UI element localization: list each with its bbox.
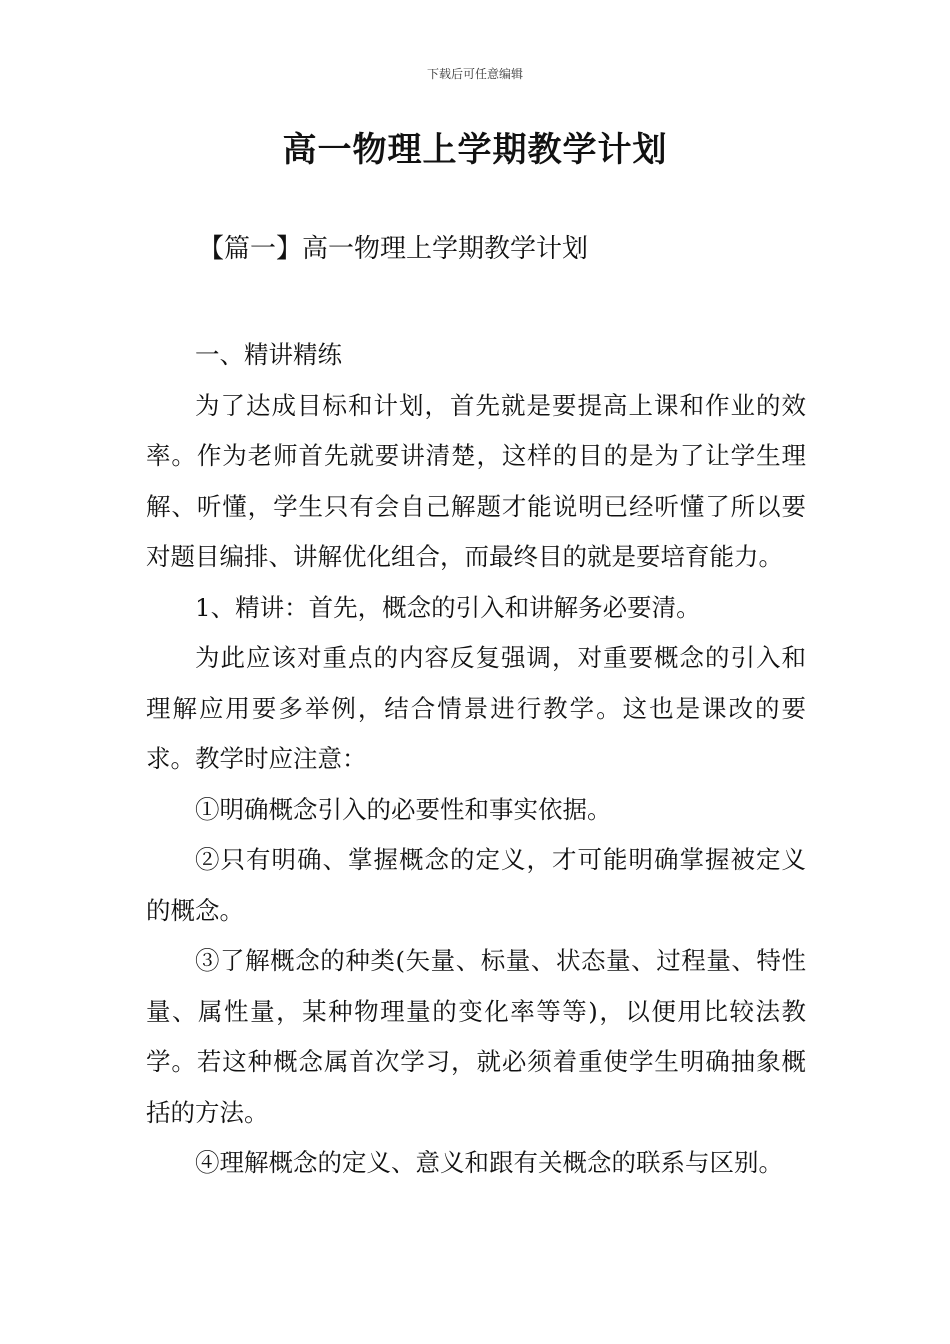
heading-jingjiang-jinglian: 一、精讲精练 — [195, 340, 342, 369]
header-note: 下载后可任意编辑 — [426, 67, 523, 81]
paragraph-emphasis: 为此应该对重点的内容反复强调，对重要概念的引入和理解应用要多举例，结合情景进行教学。这也是课改的要求。教学时应注意： — [146, 643, 806, 773]
list-item-2: ②只有明确、掌握概念的定义，才可能明确掌握被定义的概念。 — [146, 845, 806, 925]
list-item-3: ③了解概念的种类(矢量、标量、状态量、过程量、特性量、属性量，某种物理量的变化率等等)，以便用比较法教学。若这种概念属首次学习，就必须着重使学生明确抽象概括的方法。 — [146, 946, 806, 1127]
paragraph-jingjiang: 1、精讲：首先，概念的引入和讲解务必要清。 — [195, 592, 701, 622]
section-title: 【篇一】高一物理上学期教学计划 — [198, 234, 589, 264]
list-item-4: ④理解概念的定义、意义和跟有关概念的联系与区别。 — [195, 1148, 783, 1177]
document-body — [146, 330, 806, 1189]
list-item-1: ①明确概念引入的必要性和事实依据。 — [195, 794, 612, 824]
paragraph-efficiency: 为了达成目标和计划，首先就是要提高上课和作业的效率。作为老师首先就要讲清楚，这样的目的是为了让学生理解、听懂，学生只有会自己解题才能说明已经听懂了所以要对题目编排、讲解优化组合，而最终目的就是要培育能力。 — [146, 390, 806, 571]
document-title: 高一物理上学期教学计划 — [282, 130, 668, 170]
